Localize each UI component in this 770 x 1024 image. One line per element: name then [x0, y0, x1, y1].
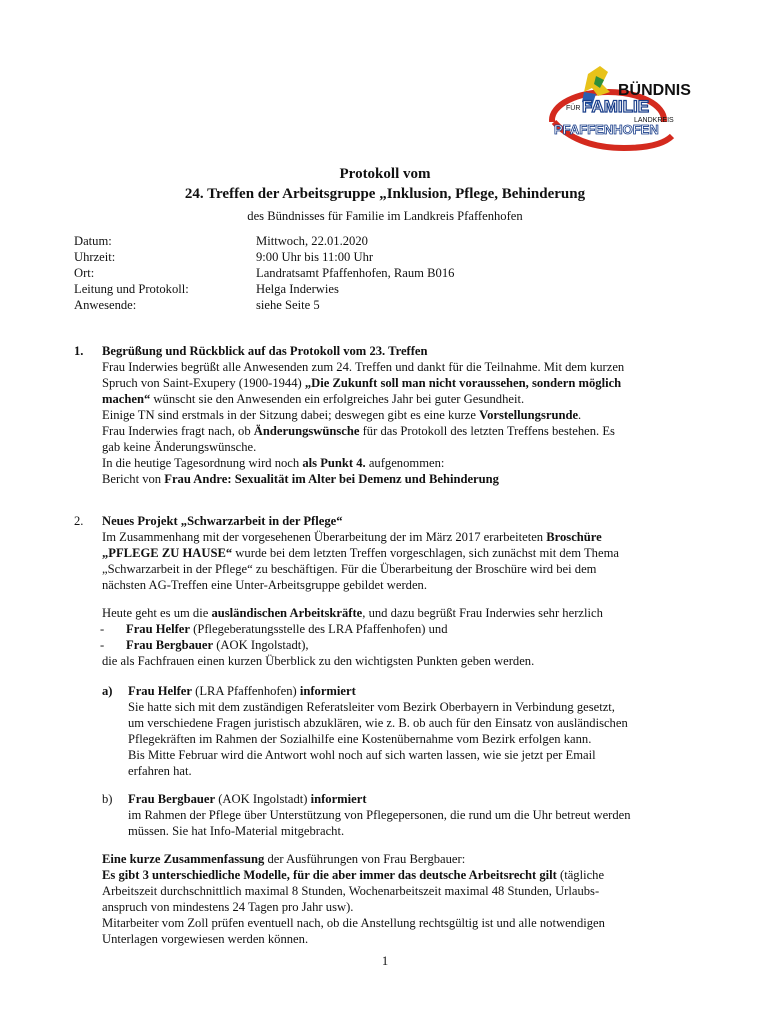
text-line: um verschiedene Fragen juristisch abzuklären, wie z. B. ob auch für den Einsatz von ausländischen — [128, 716, 628, 730]
text-line: Mitarbeiter vom Zoll prüfen eventuell nach, ob die Anstellung rechtsgültig ist und alle notwendigen — [102, 916, 605, 930]
page-number: 1 — [381, 954, 389, 968]
item-a-heading: Frau Helfer (LRA Pfaffenhofen) informiert — [128, 684, 356, 698]
buendnis-logo — [548, 62, 700, 152]
title-line-2: 24. Treffen der Arbeitsgruppe „Inklusion, Pflege, Behinderung — [184, 186, 586, 202]
section-2-intro — [102, 529, 698, 593]
item-b-heading: Frau Bergbauer (AOK Ingolstadt) informiert — [128, 792, 367, 806]
text-line: Einige TN sind erstmals in der Sitzung dabei; deswegen gibt es eine kurze Vorstellungsrunde. — [102, 408, 582, 422]
title-line-1: Protokoll vom — [339, 166, 431, 182]
text-line: im Rahmen der Pflege über Unterstützung von Pflegepersonen, die rund um die Uhr betreut werden — [128, 808, 631, 822]
text-line: Bericht von Frau Andre: Sexualität im Alter bei Demenz und Behinderung — [102, 472, 499, 486]
text-line: Frau Inderwies begrüßt alle Anwesenden zum 24. Treffen und dankt für die Teilnahme. Mit dem kurzen — [102, 360, 625, 374]
text-line: anspruch von mindestens 24 Tagen pro Jahr usw). — [102, 900, 354, 914]
svg-text:BÜNDNIS: BÜNDNIS — [618, 82, 691, 99]
text-line: Frau Inderwies fragt nach, ob Änderungswünsche für das Protokoll des letzten Treffens bestehen. Es — [102, 424, 615, 438]
section-2-heading: Neues Projekt „Schwarzarbeit in der Pflege“ — [102, 514, 343, 528]
meta-label: Anwesende: — [74, 298, 137, 312]
section-1-heading: Begrüßung und Rückblick auf das Protokoll vom 23. Treffen — [102, 344, 428, 358]
item-b-label: b) — [102, 792, 113, 806]
text-line: erfahren hat. — [128, 764, 192, 778]
meta-label: Datum: — [74, 234, 112, 248]
meta-value: 9:00 Uhr bis 11:00 Uhr — [256, 250, 374, 264]
section-2-number: 2. — [74, 514, 84, 528]
guest-item: - Frau Helfer (Pflegeberatungsstelle des LRA Pfaffenhofen) und — [100, 622, 448, 636]
text-line: gab keine Änderungswünsche. — [102, 440, 257, 454]
text-line: Spruch von Saint-Exupery (1900-1944) „Die Zukunft soll man nicht voraussehen, sondern möglich — [102, 376, 622, 390]
item-a-body — [128, 683, 698, 779]
text-line: „PFLEGE ZU HAUSE“ wurde bei dem letzten Treffen vorgeschlagen, sich zunächst mit dem Thema — [102, 546, 619, 560]
text-line: Pflegekräften im Rahmen der Sozialhilfe eine Kostenübernahme vom Bezirk erfolgen kann. — [128, 732, 592, 746]
guest-item: - Frau Bergbauer (AOK Ingolstadt), — [100, 638, 309, 652]
meta-value: Helga Inderwies — [256, 282, 339, 296]
section-1-number: 1. — [74, 344, 84, 358]
item-a-label: a) — [102, 684, 113, 698]
summary — [102, 851, 698, 947]
text-line: Heute geht es um die ausländischen Arbeitskräfte, und dazu begrüßt Frau Inderwies sehr herzlich — [102, 606, 603, 620]
text-line: Unterlagen vorgewiesen werden können. — [102, 932, 309, 946]
text-line: In die heutige Tagesordnung wird noch als Punkt 4. aufgenommen: — [102, 456, 445, 470]
meta-label: Uhrzeit: — [74, 250, 116, 264]
text-line: Arbeitszeit durchschnittlich maximal 8 Stunden, Wochenarbeitszeit maximal 48 Stunden, Urlaubs- — [102, 884, 600, 898]
meta-value: Landratsamt Pfaffenhofen, Raum B016 — [256, 266, 455, 280]
text-line: Im Zusammenhang mit der vorgesehenen Überarbeitung der im März 2017 erarbeiteten Broschüre — [102, 530, 602, 544]
text-line: Es gibt 3 unterschiedliche Modelle, für die aber immer das deutsche Arbeitsrecht gilt (tägliche — [102, 868, 605, 882]
svg-text:PFAFFENHOFEN: PFAFFENHOFEN — [554, 122, 659, 137]
item-b-body — [128, 791, 698, 839]
meta-label: Leitung und Protokoll: — [74, 282, 189, 296]
text-line: Bis Mitte Februar wird die Antwort wohl noch auf sich warten lassen, wie sie jetzt per Email — [128, 748, 596, 762]
meta-label: Ort: — [74, 266, 95, 280]
section-1-body — [102, 359, 698, 487]
svg-text:FÜR: FÜR — [566, 105, 581, 112]
summary-heading: Eine kurze Zusammenfassung der Ausführungen von Frau Bergbauer: — [102, 852, 466, 866]
text-line: müssen. Sie hat Info-Material mitgebracht. — [128, 824, 345, 838]
meta-value: Mittwoch, 22.01.2020 — [256, 234, 368, 248]
text-line: nächsten AG-Treffen eine Unter-Arbeitsgruppe gebildet werden. — [102, 578, 427, 592]
text-line: „Schwarzarbeit in der Pflege“ zu beschäftigen. Für die Überarbeitung der Broschüre wird bei dem — [102, 562, 597, 576]
svg-text:LANDKREIS: LANDKREIS — [634, 117, 674, 124]
subtitle: des Bündnisses für Familie im Landkreis Pfaffenhofen — [247, 209, 523, 223]
text-line: die als Fachfrauen einen kurzen Überblick zu den wichtigsten Punkten geben werden. — [102, 654, 535, 668]
text-line: machen“ wünscht sie den Anwesenden ein erfolgreiches Jahr bei guter Gesundheit. — [102, 392, 525, 406]
text-line: Sie hatte sich mit dem zuständigen Referatsleiter vom Bezirk Oberbayern in Verbindung gesetzt, — [128, 700, 615, 714]
section-2-guests — [102, 605, 698, 669]
meta-value: siehe Seite 5 — [256, 298, 320, 312]
svg-text:FAMILIE: FAMILIE — [582, 97, 650, 116]
